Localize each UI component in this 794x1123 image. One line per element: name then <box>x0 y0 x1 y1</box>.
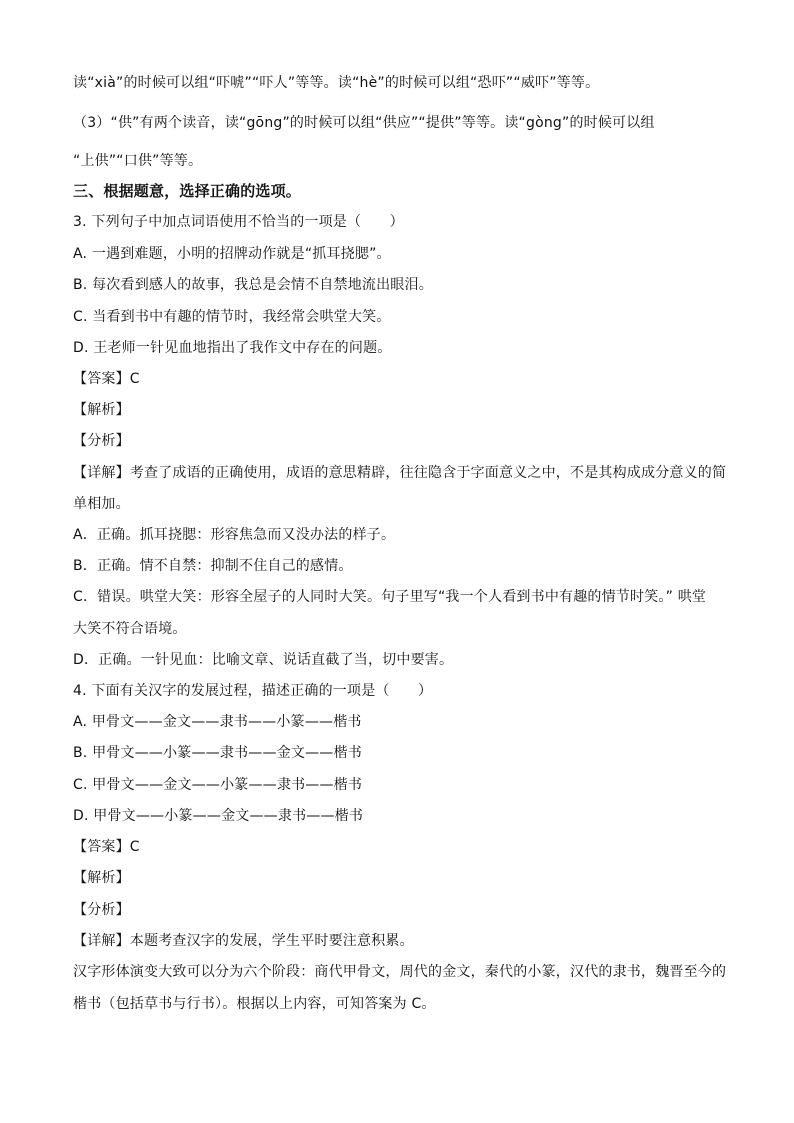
option-d: D. 王老师一针见血地指出了我作文中存在的问题。 <box>73 340 392 356</box>
section-heading: 三、根据题意，选择正确的选项。 <box>73 182 302 200</box>
explain-c: C．错误。哄堂大笑：形容全屋子的人同时大笑。句子里写“我一个人看到书中有趣的情节时笑。” 哄堂 <box>73 589 707 605</box>
option-b: B. 每次看到感人的故事，我总是会情不自禁地流出眼泪。 <box>73 277 433 293</box>
option-b: B. 甲骨文——小篆——隶书——金文——楷书 <box>73 745 362 761</box>
explain-c: 大笑不符合语境。 <box>73 621 187 637</box>
detail-text: 【详解】本题考查汉字的发展，学生平时要注意积累。 <box>73 933 414 949</box>
question-4: 4. 下面有关汉字的发展过程，描述正确的一项是（ ） <box>73 683 433 699</box>
detail-text: 单相加。 <box>73 496 130 512</box>
analysis-label: 【解析】 <box>73 870 130 886</box>
fenxi-label: 【分析】 <box>73 902 130 918</box>
option-c: C. 当看到书中有趣的情节时，我经常会哄堂大笑。 <box>73 309 391 325</box>
detail-text: 【详解】考查了成语的正确使用，成语的意思精辟，往往隐含于字面意义之中，不是其构成成分意义的简 <box>73 465 727 481</box>
option-a: A. 甲骨文——金文——隶书——小篆——楷书 <box>73 714 362 730</box>
option-c: C. 甲骨文——金文——小篆——隶书——楷书 <box>73 777 363 793</box>
fenxi-label: 【分析】 <box>73 433 130 449</box>
option-d: D. 甲骨文——小篆——金文——隶书——楷书 <box>73 808 364 824</box>
text-line: （3）“供”有两个读音，读“gōng”的时候可以组“供应”“提供”等等。读“gòng”的时候可以组 <box>73 115 655 131</box>
question-3: 3. 下列句子中加点词语使用不恰当的一项是（ ） <box>73 214 404 230</box>
answer-label: 【答案】C <box>73 371 140 387</box>
text-line: 读“xià”的时候可以组“吓唬”“吓人”等等。读“hè”的时候可以组“恐吓”“威吓”等等。 <box>73 75 600 91</box>
explain-a: A．正确。抓耳挠腮：形容焦急而又没办法的样子。 <box>73 527 396 543</box>
detail-text: 汉字形体演变大致可以分为六个阶段：商代甲骨文，周代的金文，秦代的小篆，汉代的隶书，魏晋至今的 <box>73 964 727 980</box>
answer-label: 【答案】C <box>73 839 140 855</box>
detail-text: 楷书（包括草书与行书）。根据以上内容，可知答案为 C。 <box>73 996 436 1012</box>
analysis-label: 【解析】 <box>73 402 130 418</box>
explain-d: D．正确。一针见血：比喻文章、说话直截了当，切中要害。 <box>73 652 454 668</box>
text-line: “上供”“口供”等等。 <box>73 153 203 169</box>
explain-b: B．正确。情不自禁：抑制不住自己的感情。 <box>73 558 353 574</box>
option-a: A. 一遇到难题，小明的招牌动作就是“抓耳挠腮”。 <box>73 246 391 262</box>
